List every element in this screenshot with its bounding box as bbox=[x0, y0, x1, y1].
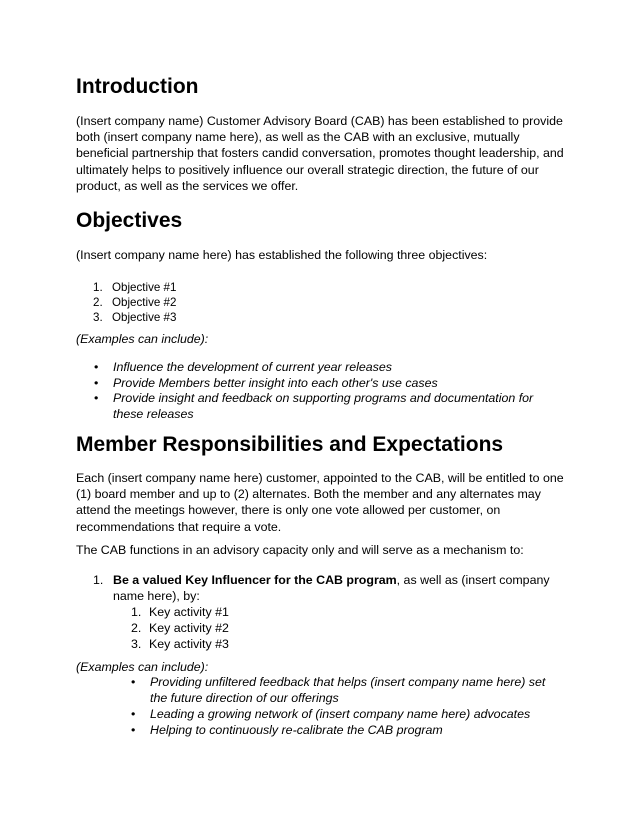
key-influencer-item bbox=[93, 572, 559, 604]
key-influencer-rest: , as well as (insert company name here), by: bbox=[113, 573, 550, 603]
responsibilities-examples-label: (Examples can include): bbox=[76, 660, 209, 674]
list-item bbox=[131, 674, 558, 706]
bullet-icon: • bbox=[131, 707, 136, 721]
list-number: 1. bbox=[131, 605, 142, 619]
list-number: 1. bbox=[93, 281, 103, 294]
list-item-text: Key activity #3 bbox=[149, 637, 229, 651]
list-item bbox=[131, 604, 229, 620]
bullet-icon: • bbox=[131, 675, 136, 689]
introduction-body: (Insert company name) Customer Advisory Board (CAB) has been established to provide both (insert company name here), as well as the CAB with an exclusive, mutually beneficial partnership that fosters candid conversation, promotes thought leadership, and ultimately helps to positively influence our overall strategic direction, the future of our product, as well as the services we offer. bbox=[76, 114, 564, 193]
list-number: 3. bbox=[131, 637, 142, 651]
list-item-text: Influence the development of current year releases bbox=[113, 360, 392, 374]
list-item-text: Objective #2 bbox=[112, 296, 177, 310]
list-item-text: Objective #1 bbox=[112, 281, 177, 294]
list-number: 2. bbox=[131, 621, 142, 635]
objectives-heading: Objectives bbox=[76, 209, 183, 232]
bullet-icon: • bbox=[94, 360, 99, 374]
list-item-text: Leading a growing network of (insert company name here) advocates bbox=[150, 707, 531, 721]
list-item bbox=[93, 310, 176, 325]
list-item-text: Provide insight and feedback on supporting programs and documentation for these releases bbox=[113, 391, 534, 421]
responsibilities-examples-list bbox=[131, 674, 558, 738]
key-influencer-bold: Be a valued Key Influencer for the CAB program bbox=[113, 573, 397, 587]
bullet-icon: • bbox=[94, 391, 99, 406]
list-item bbox=[131, 706, 558, 722]
objectives-intro: (Insert company name here) has established the following three objectives: bbox=[76, 248, 488, 262]
list-item-text: Provide Members better insight into each other's use cases bbox=[113, 375, 438, 390]
objectives-examples-list bbox=[94, 360, 553, 422]
responsibilities-para-1: Each (insert company name here) customer, appointed to the CAB, will be entitled to one (1) board member and up to (2) alternates. Both the member and any alternates may attend the meetings however, there is only one vote allowed per customer, on recommendations that require a vote. bbox=[76, 471, 564, 534]
list-item bbox=[94, 375, 553, 392]
list-item-text: Helping to continuously re-calibrate the CAB program bbox=[150, 723, 443, 737]
responsibilities-heading: Member Responsibilities and Expectations bbox=[76, 433, 504, 456]
list-item bbox=[131, 636, 229, 652]
list-item-text: Providing unfiltered feedback that helps (insert company name here) set the future direction of our offerings bbox=[150, 675, 546, 705]
bullet-icon: • bbox=[131, 723, 136, 737]
key-activities-list bbox=[131, 604, 229, 652]
list-number: 3. bbox=[93, 311, 103, 325]
list-item bbox=[93, 280, 176, 295]
list-item bbox=[94, 391, 553, 422]
bullet-icon: • bbox=[94, 375, 99, 390]
list-item bbox=[94, 360, 553, 376]
list-item-text: Key activity #1 bbox=[149, 605, 229, 619]
list-item-text: Key activity #2 bbox=[149, 621, 229, 635]
list-item bbox=[93, 295, 176, 310]
objectives-list bbox=[93, 280, 176, 326]
list-item bbox=[131, 620, 229, 636]
list-item-text: Objective #3 bbox=[112, 311, 177, 325]
responsibilities-para-2: The CAB functions in an advisory capacity only and will serve as a mechanism to: bbox=[76, 543, 524, 557]
objectives-examples-label: (Examples can include): bbox=[76, 332, 209, 346]
list-number: 1. bbox=[93, 573, 104, 587]
introduction-heading: Introduction bbox=[76, 75, 199, 98]
list-item bbox=[131, 722, 558, 738]
list-number: 2. bbox=[93, 296, 103, 310]
